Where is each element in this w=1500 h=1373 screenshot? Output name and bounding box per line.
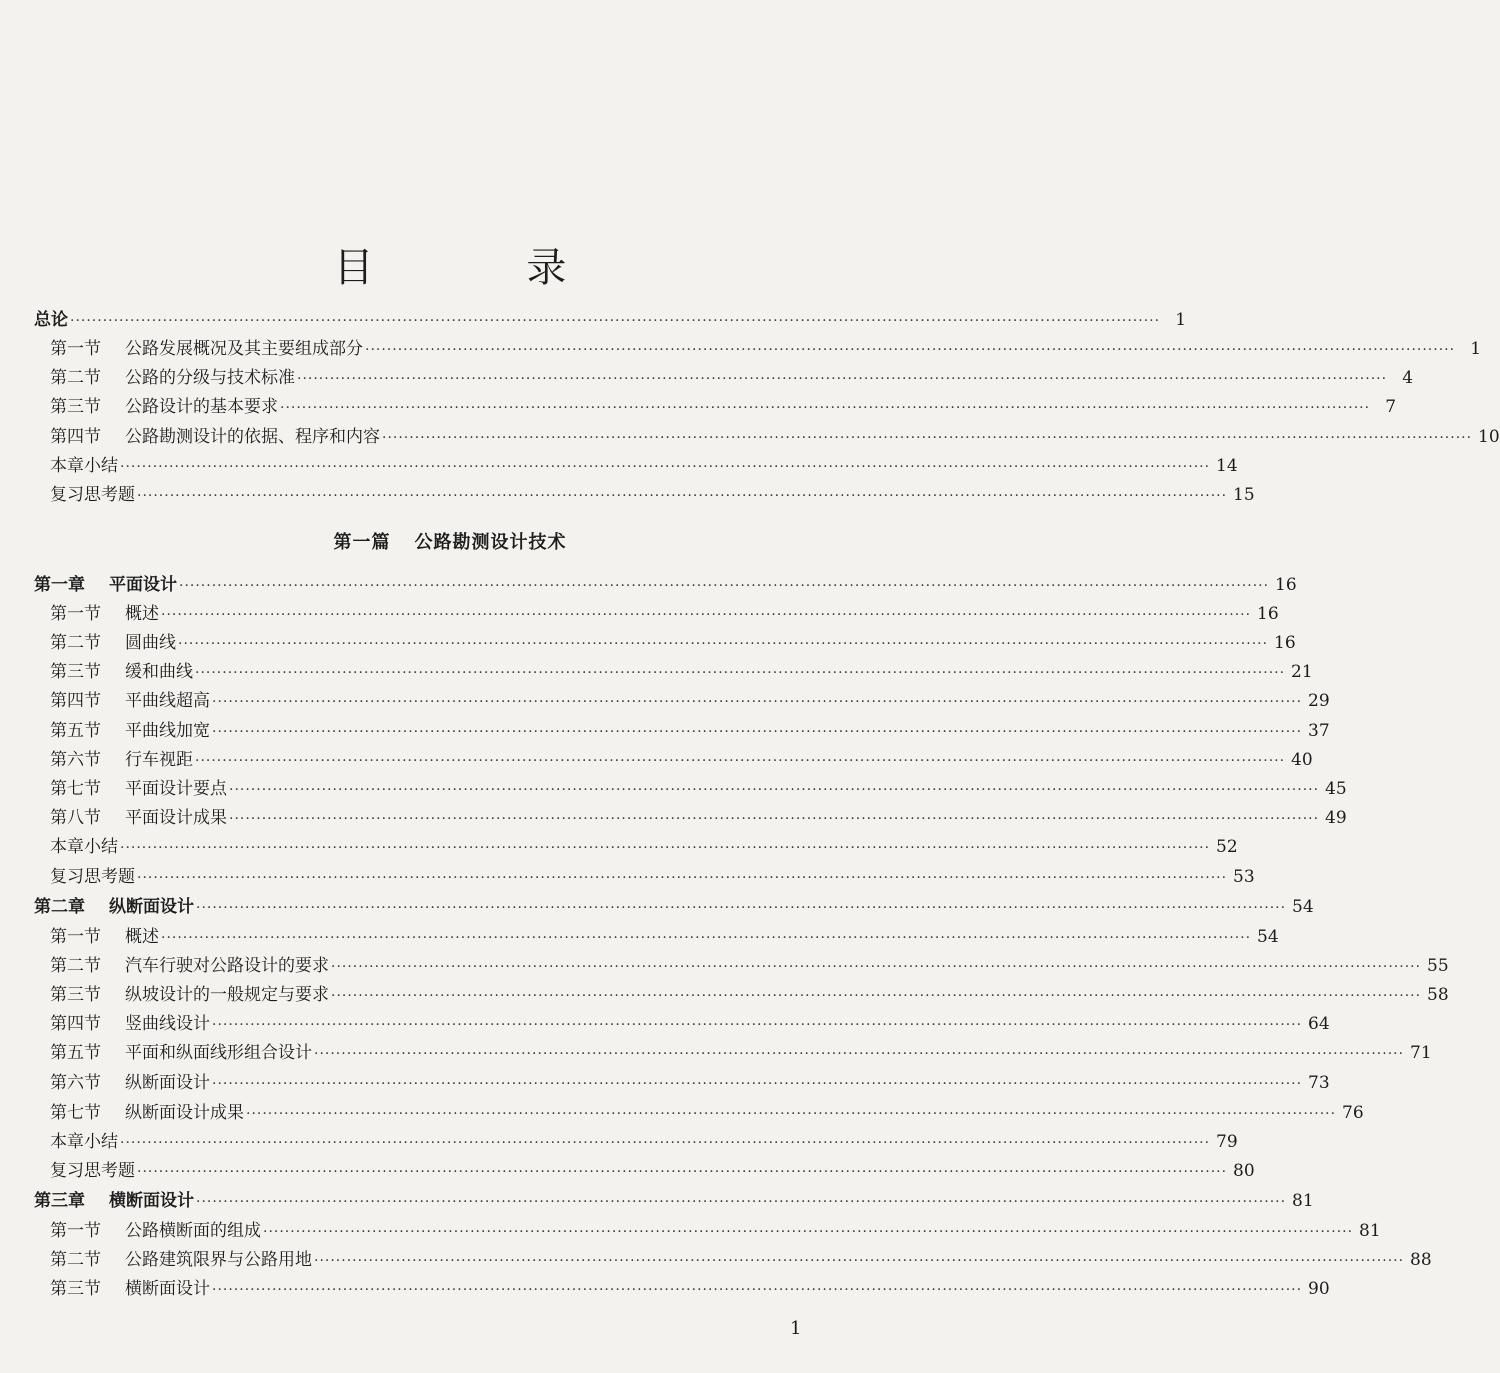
toc-section-row (50, 630, 1296, 656)
toc-section-row (50, 424, 1500, 450)
toc-entry-number: 第三节 (50, 1279, 101, 1299)
page-title: 目 录 (333, 245, 637, 291)
toc-entry-title: 竖曲线设计 (125, 1014, 210, 1034)
toc-page-number: 45 (1325, 779, 1347, 799)
toc-leader-dots: ········································································································································································································ (161, 930, 1252, 946)
toc-entry-number: 第三章 (34, 1191, 85, 1211)
toc-section-row (50, 1040, 1432, 1066)
toc-leader-dots: ········································································································································································································ (297, 371, 1388, 387)
toc-page-number: 1 (1470, 339, 1482, 359)
toc-leader-dots: ········································································································································································································ (120, 459, 1211, 475)
toc-entry-label (50, 424, 382, 450)
toc-leader-dots: ········································································································································································································ (120, 840, 1211, 856)
toc-leader-dots: ········································································································································································································ (195, 665, 1286, 681)
toc-leader-dots: ········································································································································································································ (120, 1135, 1211, 1151)
toc-leader-dots: ········································································································································································································ (178, 636, 1269, 652)
toc-page-number: 15 (1233, 485, 1255, 505)
toc-leader-dots: ········································································································································································································ (246, 1106, 1337, 1122)
toc-page-number: 52 (1216, 837, 1238, 857)
toc-entry-number: 复习思考题 (50, 485, 135, 505)
toc-page-number: 90 (1308, 1279, 1330, 1299)
toc-page-number: 76 (1342, 1103, 1364, 1123)
toc-entry-title: 公路发展概况及其主要组成部分 (125, 339, 363, 359)
toc-page-number: 16 (1275, 575, 1297, 595)
toc-entry-label (50, 1129, 120, 1155)
toc-entry-label (50, 834, 120, 860)
toc-page-number: 54 (1292, 897, 1314, 917)
toc-leader-dots: ········································································································································································································ (137, 1164, 1228, 1180)
toc-entry-title: 概述 (125, 604, 159, 624)
toc-page-number: 1 (1175, 310, 1187, 330)
toc-page-number: 88 (1410, 1250, 1432, 1270)
toc-entry-label (50, 601, 161, 627)
toc-section-row (50, 718, 1330, 744)
toc-page-number: 81 (1292, 1191, 1314, 1211)
toc-entry-label (50, 394, 280, 420)
toc-entry-title: 平面设计 (109, 575, 177, 595)
toc-leader-dots: ········································································································································································································ (229, 782, 1320, 798)
toc-leader-dots: ········································································································································································································ (70, 313, 1161, 329)
toc-entry-number: 第七节 (50, 779, 101, 799)
toc-page-number: 37 (1308, 721, 1330, 741)
toc-entry-label (50, 982, 331, 1008)
toc-page-number: 54 (1257, 927, 1279, 947)
toc-section-row (50, 336, 1482, 362)
toc-section-row (50, 659, 1313, 685)
toc-leader-dots: ········································································································································································································ (212, 694, 1303, 710)
toc-entry-number: 第三节 (50, 985, 101, 1005)
toc-entry-number: 复习思考题 (50, 1161, 135, 1181)
toc-leader-dots: ········································································································································································································ (212, 724, 1303, 740)
toc-section-row (50, 864, 1255, 890)
toc-leader-dots: ········································································································································································································ (195, 753, 1286, 769)
toc-entry-label (50, 747, 195, 773)
toc-page-number: 55 (1427, 956, 1449, 976)
toc-page-number: 16 (1257, 604, 1279, 624)
toc-entry-title: 公路横断面的组成 (125, 1221, 261, 1241)
toc-entry-label (50, 1011, 212, 1037)
toc-entry-label (50, 1247, 314, 1273)
toc-entry-title: 平面设计要点 (125, 779, 227, 799)
toc-entry-number: 第一章 (34, 575, 85, 595)
toc-entry-number: 第一节 (50, 339, 101, 359)
toc-section-row (50, 365, 1414, 391)
toc-section-row (50, 1070, 1330, 1096)
toc-entry-number: 本章小结 (50, 837, 118, 857)
toc-entry-number: 第二节 (50, 1250, 101, 1270)
part-number: 第一篇 (333, 532, 391, 553)
toc-entry-label (50, 1276, 212, 1302)
toc-entry-title: 平面和纵面线形组合设计 (125, 1043, 312, 1063)
toc-entry-number: 复习思考题 (50, 867, 135, 887)
toc-page-number: 71 (1410, 1043, 1432, 1063)
toc-entry-number: 第五节 (50, 721, 101, 741)
toc-entry-label (50, 1070, 212, 1096)
toc-entry-number: 第四节 (50, 691, 101, 711)
toc-entry-title: 公路的分级与技术标准 (125, 368, 295, 388)
toc-page-number: 80 (1233, 1161, 1255, 1181)
toc-entry-label (50, 1040, 314, 1066)
toc-section-row (50, 747, 1313, 773)
toc-entry-title: 纵断面设计 (109, 897, 194, 917)
toc-leader-dots: ········································································································································································································ (331, 959, 1422, 975)
toc-leader-dots: ········································································································································································································ (314, 1046, 1405, 1062)
toc-section-row (50, 1158, 1255, 1184)
toc-entry-title: 横断面设计 (125, 1279, 210, 1299)
toc-section-row (50, 1011, 1330, 1037)
toc-entry-number: 第一节 (50, 927, 101, 947)
toc-page-number: 53 (1233, 867, 1255, 887)
toc-leader-dots: ········································································································································································································ (137, 870, 1228, 886)
toc-section-row (50, 1247, 1432, 1273)
toc-entry-number: 第四节 (50, 1014, 101, 1034)
toc-entry-label (34, 307, 70, 333)
toc-page-number: 40 (1291, 750, 1313, 770)
toc-section-row (50, 482, 1255, 508)
toc-leader-dots: ········································································································································································································ (196, 900, 1287, 916)
toc-entry-title: 平曲线超高 (125, 691, 210, 711)
toc-entry-label (50, 953, 331, 979)
toc-page-number: 73 (1308, 1073, 1330, 1093)
toc-entry-number: 第四节 (50, 427, 101, 447)
toc-page-number: 58 (1427, 985, 1449, 1005)
toc-leader-dots: ········································································································································································································ (212, 1017, 1303, 1033)
toc-entry-number: 第二节 (50, 956, 101, 976)
toc-entry-title: 汽车行驶对公路设计的要求 (125, 956, 329, 976)
page-number: 1 (790, 1318, 802, 1339)
toc-page-number: 7 (1385, 397, 1397, 417)
toc-page-number: 79 (1216, 1132, 1238, 1152)
toc-leader-dots: ········································································································································································································ (365, 342, 1456, 358)
toc-entry-label (50, 805, 229, 831)
toc-entry-title: 平面设计成果 (125, 808, 227, 828)
toc-entry-number: 第三节 (50, 662, 101, 682)
toc-section-row (50, 924, 1279, 950)
toc-page-number: 10 (1478, 427, 1500, 447)
toc-leader-dots: ········································································································································································································ (280, 400, 1371, 416)
toc-section-row (50, 453, 1238, 479)
toc-entry-number: 第二节 (50, 633, 101, 653)
toc-section-row (50, 805, 1347, 831)
toc-leader-dots: ········································································································································································································ (331, 988, 1422, 1004)
toc-chapter-row (34, 572, 1297, 598)
toc-entry-number: 第七节 (50, 1103, 101, 1123)
toc-entry-title: 公路建筑限界与公路用地 (125, 1250, 312, 1270)
toc-entry-number: 第六节 (50, 1073, 101, 1093)
toc-page-number: 14 (1216, 456, 1238, 476)
toc-entry-title: 平曲线加宽 (125, 721, 210, 741)
toc-leader-dots: ········································································································································································································ (212, 1282, 1303, 1298)
toc-entry-number: 本章小结 (50, 1132, 118, 1152)
toc-leader-dots: ········································································································································································································ (212, 1076, 1303, 1092)
toc-page-number: 64 (1308, 1014, 1330, 1034)
toc-entry-label (34, 894, 196, 920)
toc-section-row (50, 601, 1279, 627)
toc-entry-number: 第五节 (50, 1043, 101, 1063)
toc-section-row (50, 1276, 1330, 1302)
toc-entry-label (50, 1158, 137, 1184)
toc-leader-dots: ········································································································································································································ (137, 488, 1228, 504)
toc-entry-label (50, 776, 229, 802)
toc-entry-number: 第二章 (34, 897, 85, 917)
toc-entry-label (50, 718, 212, 744)
toc-leader-dots: ········································································································································································································ (196, 1194, 1287, 1210)
toc-entry-label (50, 864, 137, 890)
toc-entry-title: 缓和曲线 (125, 662, 193, 682)
toc-section-row (50, 1218, 1381, 1244)
toc-chapter-row (34, 307, 1187, 333)
toc-entry-title: 行车视距 (125, 750, 193, 770)
toc-section-row (50, 834, 1238, 860)
toc-leader-dots: ········································································································································································································ (229, 811, 1320, 827)
toc-entry-label (50, 1218, 263, 1244)
toc-entry-title: 公路勘测设计的依据、程序和内容 (125, 427, 380, 447)
toc-leader-dots: ········································································································································································································ (314, 1253, 1405, 1269)
toc-page-number: 29 (1308, 691, 1330, 711)
toc-entry-number: 第六节 (50, 750, 101, 770)
toc-entry-title: 纵坡设计的一般规定与要求 (125, 985, 329, 1005)
toc-entry-label (34, 572, 179, 598)
toc-entry-number: 本章小结 (50, 456, 118, 476)
toc-section-row (50, 394, 1397, 420)
toc-page-number: 81 (1359, 1221, 1381, 1241)
toc-entry-title: 圆曲线 (125, 633, 176, 653)
toc-leader-dots: ········································································································································································································ (263, 1224, 1354, 1240)
toc-chapter-row (34, 1188, 1314, 1214)
toc-entry-number: 总论 (34, 310, 68, 330)
toc-entry-number: 第三节 (50, 397, 101, 417)
toc-entry-label (50, 482, 137, 508)
toc-chapter-row (34, 894, 1314, 920)
toc-section-row (50, 982, 1449, 1008)
toc-page-number: 49 (1325, 808, 1347, 828)
toc-page-number: 4 (1402, 368, 1414, 388)
toc-entry-label (50, 1100, 246, 1126)
toc-entry-number: 第二节 (50, 368, 101, 388)
toc-entry-number: 第一节 (50, 1221, 101, 1241)
toc-entry-label (50, 365, 297, 391)
toc-entry-label (50, 924, 161, 950)
toc-entry-number: 第八节 (50, 808, 101, 828)
toc-entry-label (50, 659, 195, 685)
toc-entry-label (50, 688, 212, 714)
toc-entry-number: 第一节 (50, 604, 101, 624)
toc-entry-label (50, 336, 365, 362)
toc-entry-label (50, 630, 178, 656)
toc-entry-label (34, 1188, 196, 1214)
toc-section-row (50, 688, 1330, 714)
toc-leader-dots: ········································································································································································································ (179, 578, 1270, 594)
toc-leader-dots: ········································································································································································································ (161, 607, 1252, 623)
toc-entry-label (50, 453, 120, 479)
toc-entry-title: 横断面设计 (109, 1191, 194, 1211)
toc-section-row (50, 1100, 1364, 1126)
part-heading (0, 528, 900, 554)
toc-entry-title: 概述 (125, 927, 159, 947)
toc-entry-title: 纵断面设计成果 (125, 1103, 244, 1123)
toc-entry-title: 公路设计的基本要求 (125, 397, 278, 417)
toc-section-row (50, 776, 1347, 802)
toc-section-row (50, 953, 1449, 979)
toc-page-number: 21 (1291, 662, 1313, 682)
toc-page-number: 16 (1274, 633, 1296, 653)
toc-leader-dots: ········································································································································································································ (382, 430, 1473, 446)
toc-section-row (50, 1129, 1238, 1155)
part-name: 公路勘测设计技术 (414, 532, 567, 553)
toc-entry-title: 纵断面设计 (125, 1073, 210, 1093)
